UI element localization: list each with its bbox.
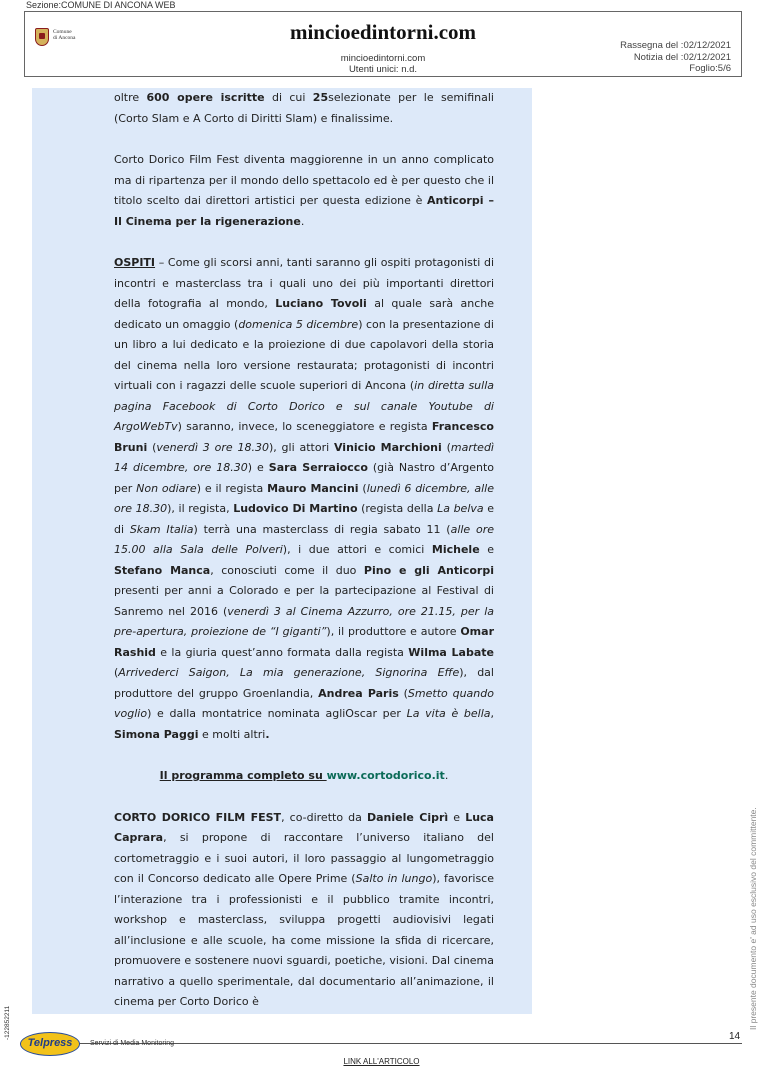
usage-notice: Il presente documento e' ad uso esclusivo del committente.: [748, 807, 758, 1030]
article-text: [114, 88, 494, 1013]
rassegna-date: Rassegna del :02/12/2021: [620, 40, 731, 51]
logo-text: Comune di Ancona: [53, 29, 76, 41]
article-body: [32, 88, 532, 1014]
paragraph-1: oltre 600 opere iscritte di cui 25selezionate per le semifinali (Corto Slam e A Corto di Diritti Slam) e finalissime.: [114, 91, 494, 125]
paragraph-ospiti: OSPITI – Come gli scorsi anni, tanti saranno gli ospiti protagonisti di incontri e masterclass tra i quali uno dei più importanti direttori della fotografia al mondo, Luciano Tovoli al quale sarà anche dedicato un omaggio (domenica 5 dicembre) con la presentazione di un libro a lui dedicato e la proiezione di due capolavori della storia del cinema nella loro versione restaurata; protagonisti di incontri virtuali con i ragazzi delle scuole superiori di Ancona (in diretta sulla pagina Facebook di Corto Dorico e sul canale Youtube di ArgoWebTv) saranno, invece, lo sceneggiatore e regista Francesco Bruni (venerdì 3 ore 18.30), gli attori Vinicio Marchioni (martedì 14 dicembre, ore 18.30) e Sara Serraiocco (già Nastro d’Argento per Non odiare) e il regista Mauro Mancini (lunedì 6 dicembre, alle ore 18.30), il regista, Ludovico Di Martino (regista della La belva e di Skam Italia) terrà una masterclass di regia sabato 11 (alle ore 15.00 alla Sala delle Polveri), i due attori e comici Michele e Stefano Manca, conosciuti come il duo Pino e gli Anticorpi presenti per anni a Colorado e per la partecipazione al Festival di Sanremo nel 2016 (venerdì 3 al Cinema Azzurro, ore 21.15, per la pre-apertura, proiezione de “I giganti”), il produttore e autore Omar Rashid e la giuria quest’anno formata dalla regista Wilma Labate (Arrivederci Saigon, La mia generazione, Signorina Effe), dal produttore del gruppo Groenlandia, Andrea Paris (Smetto quando voglio) e dalla montatrice nominata agliOscar per La vita è bella, Simona Paggi e molti altri.: [114, 256, 495, 741]
foglio: Foglio:5/6: [689, 63, 731, 74]
section-label: Sezione:COMUNE DI ANCONA WEB: [26, 0, 176, 10]
paragraph-2: Corto Dorico Film Fest diventa maggiorenne in un anno complicato ma di ripartenza per il mondo dello spettacolo ed è per questo che il titolo scelto dai direttori artistici per questa edizione è Anticorpi – Il Cinema per la rigenerazione.: [114, 153, 494, 228]
document-id: -122852211: [4, 1005, 11, 1040]
cortodorico-link[interactable]: www.cortodorico.it: [326, 769, 445, 782]
article-link[interactable]: LINK ALL'ARTICOLO: [343, 1057, 420, 1066]
paragraph-corto-dorico: CORTO DORICO FILM FEST, co-diretto da Daniele Ciprì e Luca Caprara, si propone di raccontare l’universo italiano del cortometraggio e i suoi autori, il loro passaggio al lungometraggio con il Concorso dedicato alle Opere Prime (Salto in lungo), favorisce l’interazione tra i professionisti e il pubblico tramite incontri, workshop e masterclass, sviluppa progetti audiovisivi legati all’inclusione e alle scuole, ha come missione la sfida di ricercare, promuovere e sostenere nuovi sguardi, poetiche, visioni. Dal cinema narrativo a quello sperimentale, dal documentario all’animazione, il cinema per Corto Dorico è: [114, 810, 494, 1008]
notizia-date: Notizia del :02/12/2021: [633, 51, 731, 63]
clipping-meta: [620, 40, 731, 75]
services-label: Servizi di Media Monitoring: [90, 1040, 175, 1047]
telpress-logo: Telpress: [20, 1032, 80, 1056]
site-url: mincioedintorni.com: [340, 53, 426, 64]
program-line: Il programma completo su www.cortodorico.it.: [159, 769, 449, 782]
page-number: 14: [729, 1031, 741, 1042]
site-title: mincioedintorni.com: [289, 20, 477, 44]
unique-users: Utenti unici: n.d.: [348, 64, 418, 75]
clipping-header: [24, 11, 742, 77]
